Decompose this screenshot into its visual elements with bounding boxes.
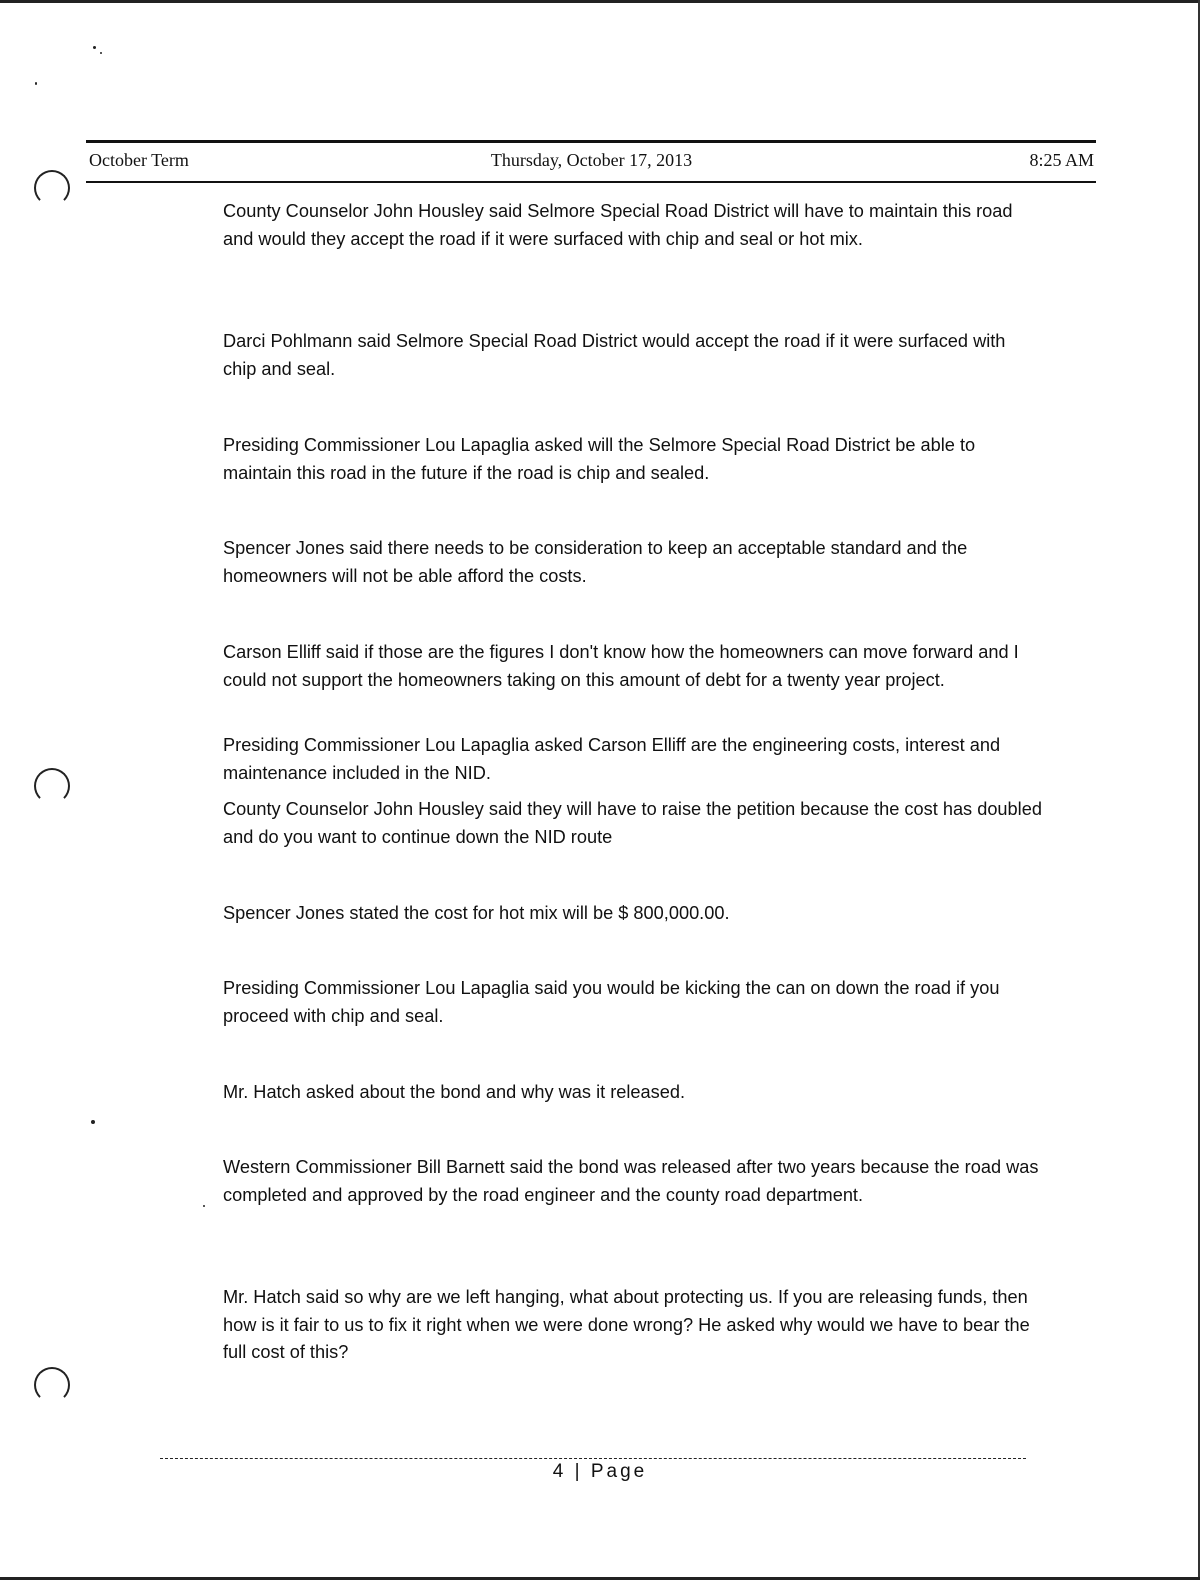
minutes-paragraph: County Counselor John Housley said they will have to raise the petition because the cost has doubled and do you want to continue down the NID route [223, 799, 1042, 847]
footer-rule [160, 1458, 1026, 1459]
header-rule-bottom [86, 181, 1096, 183]
scan-speck [93, 46, 96, 49]
minutes-paragraph: Carson Elliff said if those are the figures I don't know how the homeowners can move forward and I could not support the homeowners taking on this amount of debt for a twenty year project. [223, 642, 1019, 690]
minutes-paragraph: Spencer Jones stated the cost for hot mix will be $ 800,000.00. [223, 903, 730, 923]
punch-hole-icon [34, 170, 70, 206]
punch-hole-icon [34, 768, 70, 804]
header-time: 8:25 AM [1029, 150, 1094, 170]
scan-speck [35, 82, 37, 85]
scan-speck [203, 1205, 205, 1207]
punch-hole-icon [34, 1367, 70, 1403]
page-header [89, 150, 1094, 176]
minutes-paragraph: Mr. Hatch asked about the bond and why was it released. [223, 1082, 686, 1102]
minutes-paragraph: Presiding Commissioner Lou Lapaglia asked Carson Elliff are the engineering costs, interest and maintenance included in the NID. [223, 735, 1001, 783]
scan-border-top [0, 0, 1200, 3]
header-term: October Term [89, 150, 189, 170]
minutes-paragraph: Presiding Commissioner Lou Lapaglia said you would be kicking the can on down the road if you proceed with chip and seal. [223, 978, 1000, 1026]
header-rule-top [86, 140, 1096, 143]
minutes-paragraph: Darci Pohlmann said Selmore Special Road District would accept the road if it were surfaced with chip and seal. [223, 331, 1006, 379]
minutes-paragraph: Western Commissioner Bill Barnett said the bond was released after two years because the road was completed and approved by the road engineer and the county road department. [223, 1157, 1039, 1205]
minutes-paragraph: Spencer Jones said there needs to be consideration to keep an acceptable standard and the homeowners will not be able afford the costs. [223, 538, 968, 586]
scan-speck [91, 1120, 95, 1124]
page-number: 4 | Page [552, 1461, 648, 1482]
minutes-paragraph: County Counselor John Housley said Selmore Special Road District will have to maintain this road and would they accept the road if it were surfaced with chip and seal or hot mix. [223, 201, 1013, 249]
minutes-paragraph: Mr. Hatch said so why are we left hanging, what about protecting us. If you are releasing funds, then how is it fair to us to fix it right when we were done wrong? He asked why would we have to bear the full cost of this? [223, 1287, 1030, 1362]
scan-speck [100, 52, 102, 54]
header-date: Thursday, October 17, 2013 [490, 150, 693, 170]
minutes-paragraph: Presiding Commissioner Lou Lapaglia asked will the Selmore Special Road District be able to maintain this road in the future if the road is chip and sealed. [223, 435, 976, 483]
